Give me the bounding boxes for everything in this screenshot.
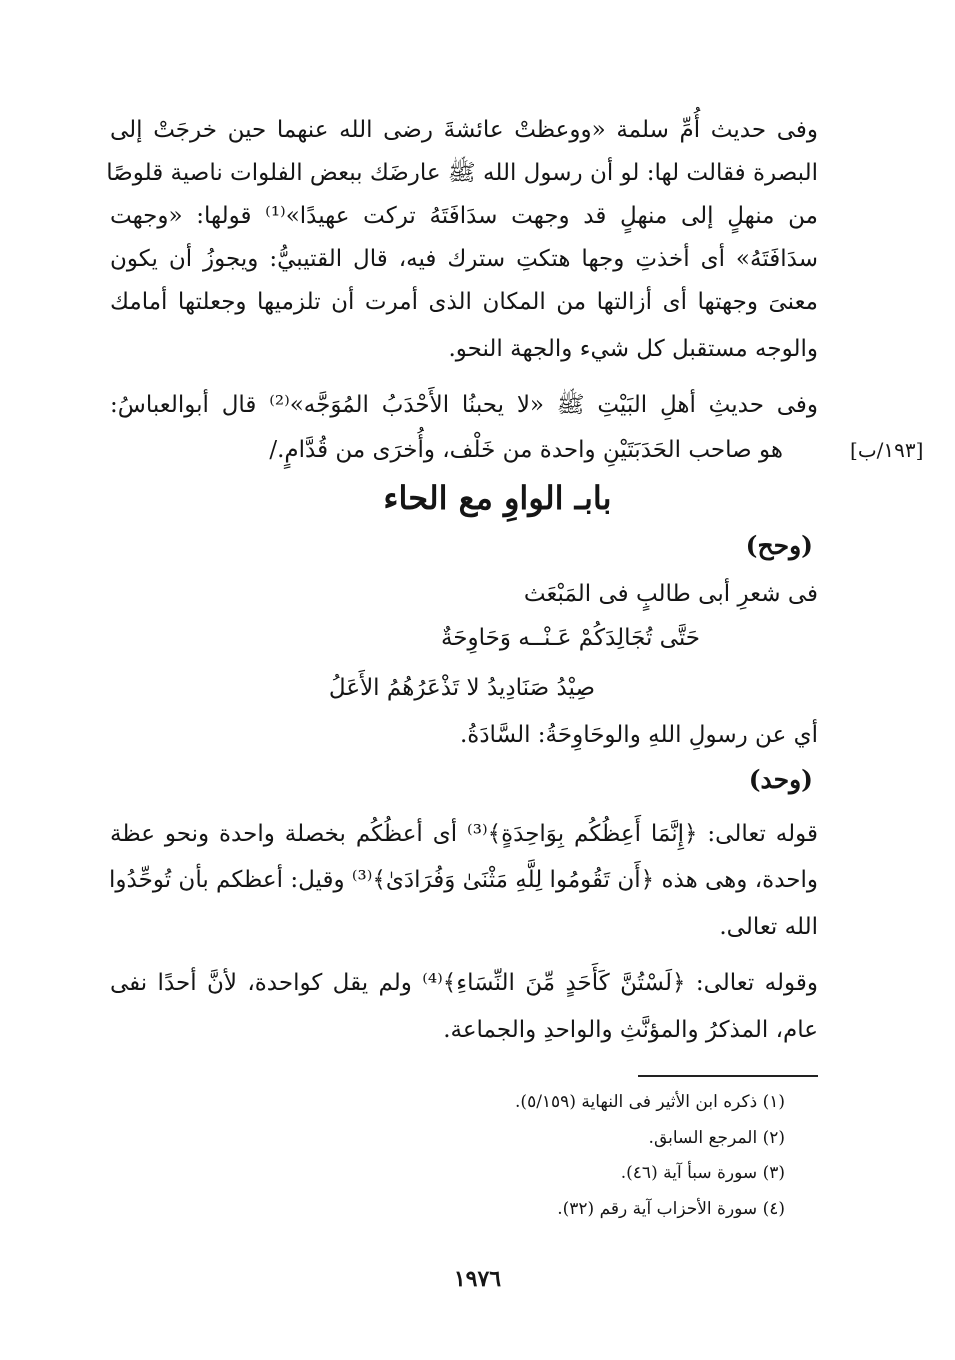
text-line: فى شعرِ أبى طالبٍ فى المَبْعَث <box>523 581 818 607</box>
margin-folio-note: [١٩٣/ب] <box>850 438 924 462</box>
text-line: أي عن رسولِ اللهِ والوحَاوِحَةُ: السَّادَةُ. <box>459 722 818 748</box>
text-line: وفى حديث أُمِّ سلمة «ووعظتْ عائشةَ رضى الله عنهما حين خرجَتْ إلى <box>110 117 818 143</box>
text-line: والوجه مستقبل كل شيء والجهة النحو. <box>448 336 818 362</box>
footnote: (٢) المرجع السابق. <box>648 1128 785 1148</box>
entry-headword: (وحح) <box>745 531 813 560</box>
chapter-heading: بابـ الواوِ مع الحاء <box>383 479 612 517</box>
footnote: (١) ذكره ابن الأثير فى النهاية (٥/١٥٩). <box>515 1092 785 1112</box>
text-line: الله تعالى. <box>719 914 818 940</box>
text-line: قوله تعالى: ﴿إِنَّمَا أَعِظُكُم بِوَاحِدَةٍ﴾⁽³⁾ أى أعظُكُم بخصلة واحدة ونحو عظة <box>110 821 818 847</box>
verse-line: صِيْدُ صَنَادِيدُ لا تَذْعَرُهُمُ الأَعَلُ <box>328 675 595 701</box>
text-line: عام، المذكرُ والمؤنَّثِ والواحدِ والجماعة. <box>443 1017 818 1043</box>
text-line: البصرة فقالت لها: لو أن رسول الله ﷺ عارضَك ببعض الفلوات ناصية قلوصًا <box>106 160 818 186</box>
footnote: (٤) سورة الأحزاب آية رقم (٣٢). <box>557 1199 785 1219</box>
text-line: هو صاحب الحَدَبَتَيْنِ واحدة من خَلْف، وأُخرَى من قُدَّامٍ./ <box>269 437 783 463</box>
text-line: وفى حديثِ أهلِ البَيْتِ ﷺ «لا يحبنُا الأَحْدَبُ المُوَجَّه»⁽²⁾ قال أبوالعباسُ: <box>110 392 818 418</box>
text-line: من منهلٍ إلى منهلٍ قد وجهت سدَافَتَهُ تركت عهيدًا»⁽¹⁾ قولها: «وجهت <box>110 203 818 229</box>
entry-headword: (وحد) <box>748 765 813 794</box>
footnote-separator <box>638 1075 818 1077</box>
verse-line: حَتَّى تُجَالِدَكُمْ عَـنْــه وَحَاوِحَةٌ <box>440 625 700 651</box>
footnote: (٣) سورة سبأ آية (٤٦). <box>620 1163 785 1183</box>
text-line: سدَافَتَهُ» أى أخذتِ وجها هتكتِ سترك فيه، قال القتيبيُّ: ويجوزُ أن يكون <box>110 246 818 272</box>
text-line: واحدة، وهى هذه ﴿أَن تَقُومُوا لِلَّهِ مَثْنَىٰ وَفُرَادَىٰ﴾⁽³⁾ وقيل: أعظكم بأن تُوحِّدُوا <box>109 867 818 893</box>
text-line: معنىَ وجهتها أى أزالتها من المكان الذى أمرت أن تلزميها وجعلتها أمامك <box>110 289 818 315</box>
text-line: وقوله تعالى: ﴿لَسْتُنَّ كَأَحَدٍ مِّنَ النِّسَاءِ﴾⁽⁴⁾ ولم يقل كواحدة، لأنَّ أحدًا نفى <box>110 970 818 996</box>
page-number: ١٩٧٦ <box>453 1266 502 1292</box>
